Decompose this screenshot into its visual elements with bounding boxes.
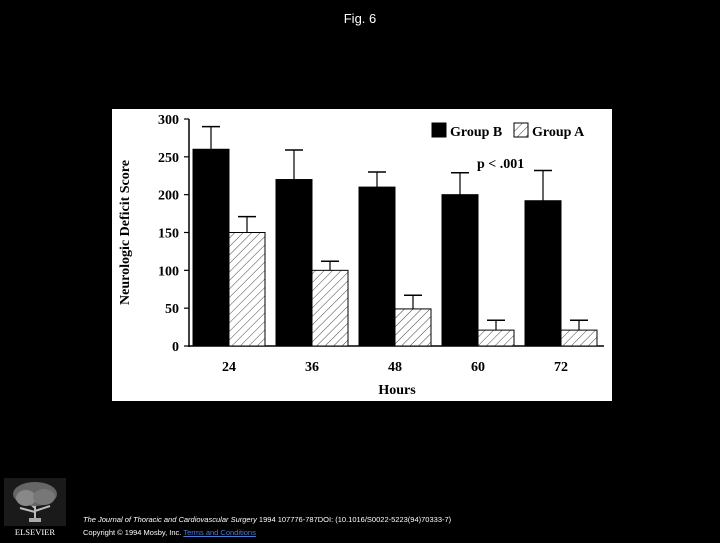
bar-group-b	[525, 201, 561, 346]
bar-group-b	[193, 149, 229, 346]
figure-title: Fig. 6	[343, 11, 377, 26]
x-tick-label: 72	[554, 360, 568, 375]
chart-panel	[112, 109, 612, 401]
y-tick-label: 100	[158, 264, 179, 280]
x-tick-label: 48	[388, 360, 402, 375]
bar-group-b	[276, 180, 312, 346]
y-tick-label: 300	[158, 113, 179, 128]
legend-swatch	[514, 123, 528, 137]
bar-group-a	[561, 330, 597, 346]
citation-details: 1994 107776-787DOI: (10.1016/S0022-5223(94)70333-7)	[256, 515, 452, 524]
bar-group-a	[312, 270, 348, 346]
p-value-annotation: p < .001	[477, 157, 525, 172]
elsevier-wordmark: ELSEVIER	[14, 527, 56, 537]
copyright-text: Copyright © 1994 Mosby, Inc.	[83, 528, 184, 537]
citation	[83, 515, 451, 524]
y-tick-label: 200	[158, 188, 179, 204]
legend-label: Group A	[532, 125, 585, 140]
legend-swatch	[432, 123, 446, 137]
bar-group-b	[442, 195, 478, 346]
y-axis-label: Neurologic Deficit Score	[118, 160, 133, 305]
y-tick-label: 250	[158, 150, 179, 166]
bar-group-a	[229, 233, 265, 347]
y-tick-label: 50	[165, 302, 179, 318]
elsevier-logo	[4, 478, 66, 538]
terms-link[interactable]: Terms and Conditions	[183, 528, 256, 537]
y-tick-label: 150	[158, 226, 179, 242]
y-tick-label: 0	[172, 340, 179, 355]
x-tick-label: 36	[305, 360, 319, 375]
bar-group-a	[478, 330, 514, 346]
legend-label: Group B	[450, 125, 503, 140]
bar-chart	[112, 109, 612, 401]
journal-name: The Journal of Thoracic and Cardiovascular Surgery	[83, 515, 257, 524]
x-tick-label: 24	[222, 360, 236, 375]
bar-group-a	[395, 309, 431, 346]
copyright-line	[83, 528, 256, 537]
x-tick-label: 60	[471, 360, 485, 375]
x-axis-label: Hours	[378, 383, 416, 398]
bar-group-b	[359, 187, 395, 346]
